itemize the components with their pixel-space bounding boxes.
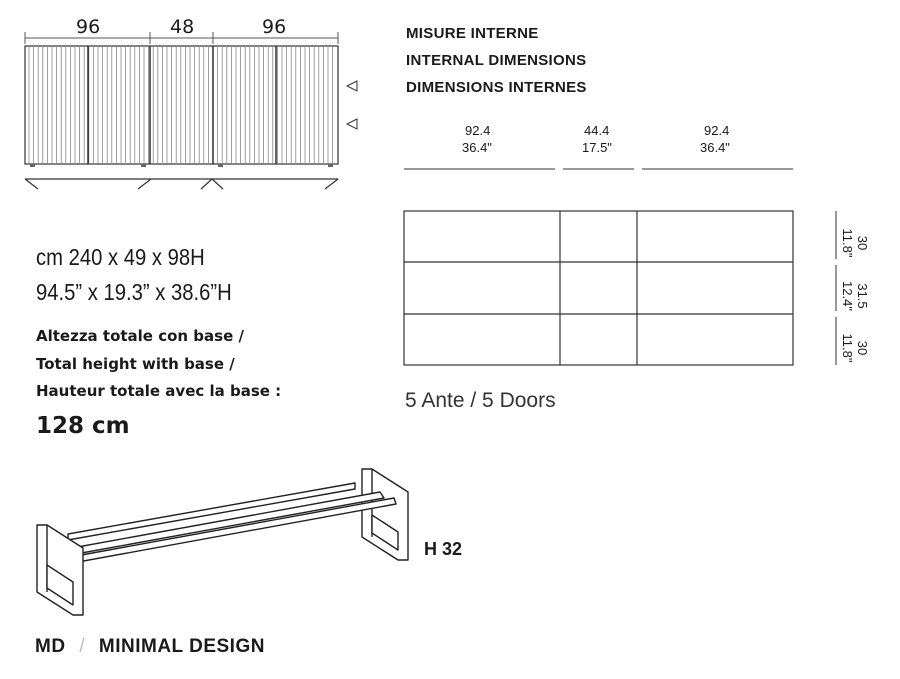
internal-title-fr: DIMENSIONS INTERNES xyxy=(406,79,587,96)
col-width-cm-3: 92.4 xyxy=(704,123,730,138)
internal-dimensions-grid xyxy=(404,211,793,365)
cabinet-front-view xyxy=(25,46,338,167)
row-height-3: 30 11.8" xyxy=(840,333,870,363)
internal-title-en: INTERNAL DIMENSIONS xyxy=(406,52,587,69)
base-perspective-drawing xyxy=(37,469,408,615)
overall-dims-cm: cm 240 x 49 x 98H xyxy=(36,244,205,270)
front-width-label-3: 96 xyxy=(262,16,287,38)
total-height-value: 128 cm xyxy=(36,413,130,439)
front-width-label-1: 96 xyxy=(76,16,101,38)
col-width-cm-1: 92.4 xyxy=(465,123,491,138)
total-height-label-it: Altezza totale con base / xyxy=(36,327,244,345)
base-height-label: H 32 xyxy=(424,539,463,559)
brand-logo xyxy=(35,636,265,658)
doors-label: 5 Ante / 5 Doors xyxy=(405,389,556,412)
col-width-cm-2: 44.4 xyxy=(584,123,610,138)
row-height-1: 30 11.8" xyxy=(840,228,870,258)
row-height-2: 31.5 12.4" xyxy=(840,281,870,311)
front-width-label-2: 48 xyxy=(170,16,195,38)
brand-separator: / xyxy=(79,636,86,657)
total-height-label-en: Total height with base / xyxy=(36,355,235,373)
col-width-in-3: 36.4" xyxy=(700,140,730,155)
total-height-label-fr: Hauteur totale avec la base : xyxy=(36,382,282,400)
brand-abbr: MD xyxy=(35,636,66,657)
door-opening-markers xyxy=(347,81,357,129)
internal-title-it: MISURE INTERNE xyxy=(406,25,539,42)
col-width-in-1: 36.4" xyxy=(462,140,492,155)
overall-dims-in: 94.5” x 19.3” x 38.6”H xyxy=(36,279,232,305)
base-front-view xyxy=(25,179,338,189)
brand-name: MINIMAL DESIGN xyxy=(98,636,265,657)
col-width-in-2: 17.5" xyxy=(582,140,612,155)
